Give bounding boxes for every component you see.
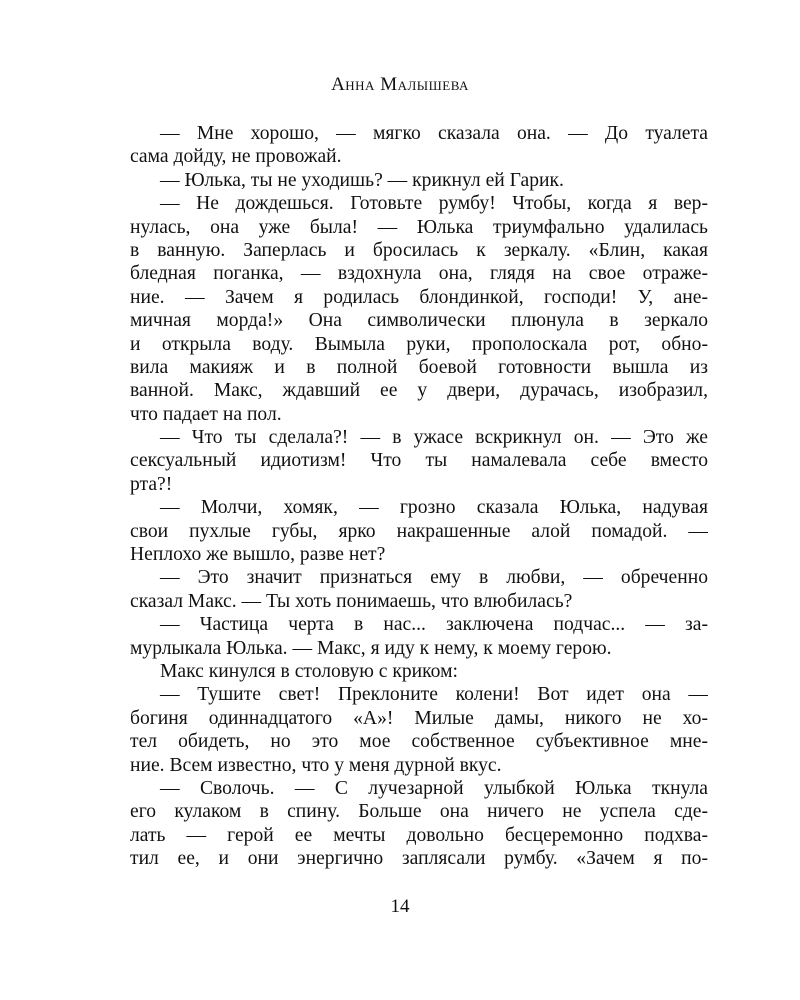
text-line: Неплохо же вышло, разве нет? (130, 544, 386, 566)
text-line: что падает на пол. (130, 403, 282, 425)
text-line: свои пухлые губы, ярко накрашенные алой помадой. — (130, 520, 708, 542)
text-line: — Это значит признаться ему в любви, — обреченно (160, 567, 708, 589)
text-line: Макс кинулся в столовую с криком: (160, 660, 458, 682)
text-line: — Что ты сделала?! — в ужасе вскрикнул он. — Это же (160, 427, 708, 449)
text-line: его кулаком в спину. Больше она ничего не успела сде- (130, 801, 708, 823)
text-line: сказал Макс. — Ты хоть понимаешь, что влюбилась? (130, 590, 573, 612)
text-line: — Юлька, ты не уходишь? — крикнул ей Гарик. (160, 169, 564, 191)
text-line: лать — герой ее мечты довольно бесцеремонно подхва- (130, 824, 708, 846)
text-line: мурлыкала Юлька. — Макс, я иду к нему, к моему герою. (130, 637, 612, 659)
text-line: — Сволочь. — С лучезарной улыбкой Юлька ткнула (160, 777, 708, 799)
text-line: вила макияж и в полной боевой готовности вышла из (130, 356, 708, 378)
text-line: в ванную. Заперлась и бросилась к зеркалу. «Блин, какая (130, 239, 708, 261)
text-line: — Не дождешься. Готовьте румбу! Чтобы, когда я вер- (160, 193, 708, 215)
text-line: мичная морда!» Она символически плюнула в зеркало (130, 310, 708, 332)
page-number: 14 (390, 896, 410, 917)
text-line: и открыла воду. Вымыла руки, прополоскала рот, обно- (130, 333, 708, 355)
text-line: ние. Всем известно, что у меня дурной вкус. (130, 754, 502, 776)
text-line: рта?! (130, 473, 173, 495)
text-line: ние. — Зачем я родилась блондинкой, господи! У, ане- (130, 286, 708, 308)
text-line: ванной. Макс, ждавший ее у двери, дурачась, изобразил, (130, 380, 708, 402)
text-line: — Молчи, хомяк, — грозно сказала Юлька, надувая (160, 497, 708, 519)
text-line: — Тушите свет! Преклоните колени! Вот идет она — (160, 684, 708, 706)
body-text (130, 122, 708, 871)
text-line: тел обидеть, но это мое собственное субъективное мне- (130, 731, 708, 753)
text-line: — Мне хорошо, — мягко сказала она. — До туалета (160, 123, 708, 144)
text-line: бледная поганка, — вздохнула она, глядя на свое отраже- (130, 263, 708, 285)
text-line: нулась, она уже была! — Юлька триумфально удалилась (130, 216, 708, 238)
text-line: сама дойду, не провожай. (130, 146, 342, 168)
text-line: богиня одиннадцатого «А»! Милые дамы, никого не хо- (130, 707, 708, 729)
text-line: сексуальный идиотизм! Что ты намалевала себе вместо (130, 450, 708, 472)
running-head-author: Анна Малышева (331, 74, 469, 95)
text-line: — Частица черта в нас... заключена подчас... — за- (160, 614, 708, 636)
text-line: тил ее, и они энергично заплясали румбу. «Зачем я по- (130, 848, 708, 870)
